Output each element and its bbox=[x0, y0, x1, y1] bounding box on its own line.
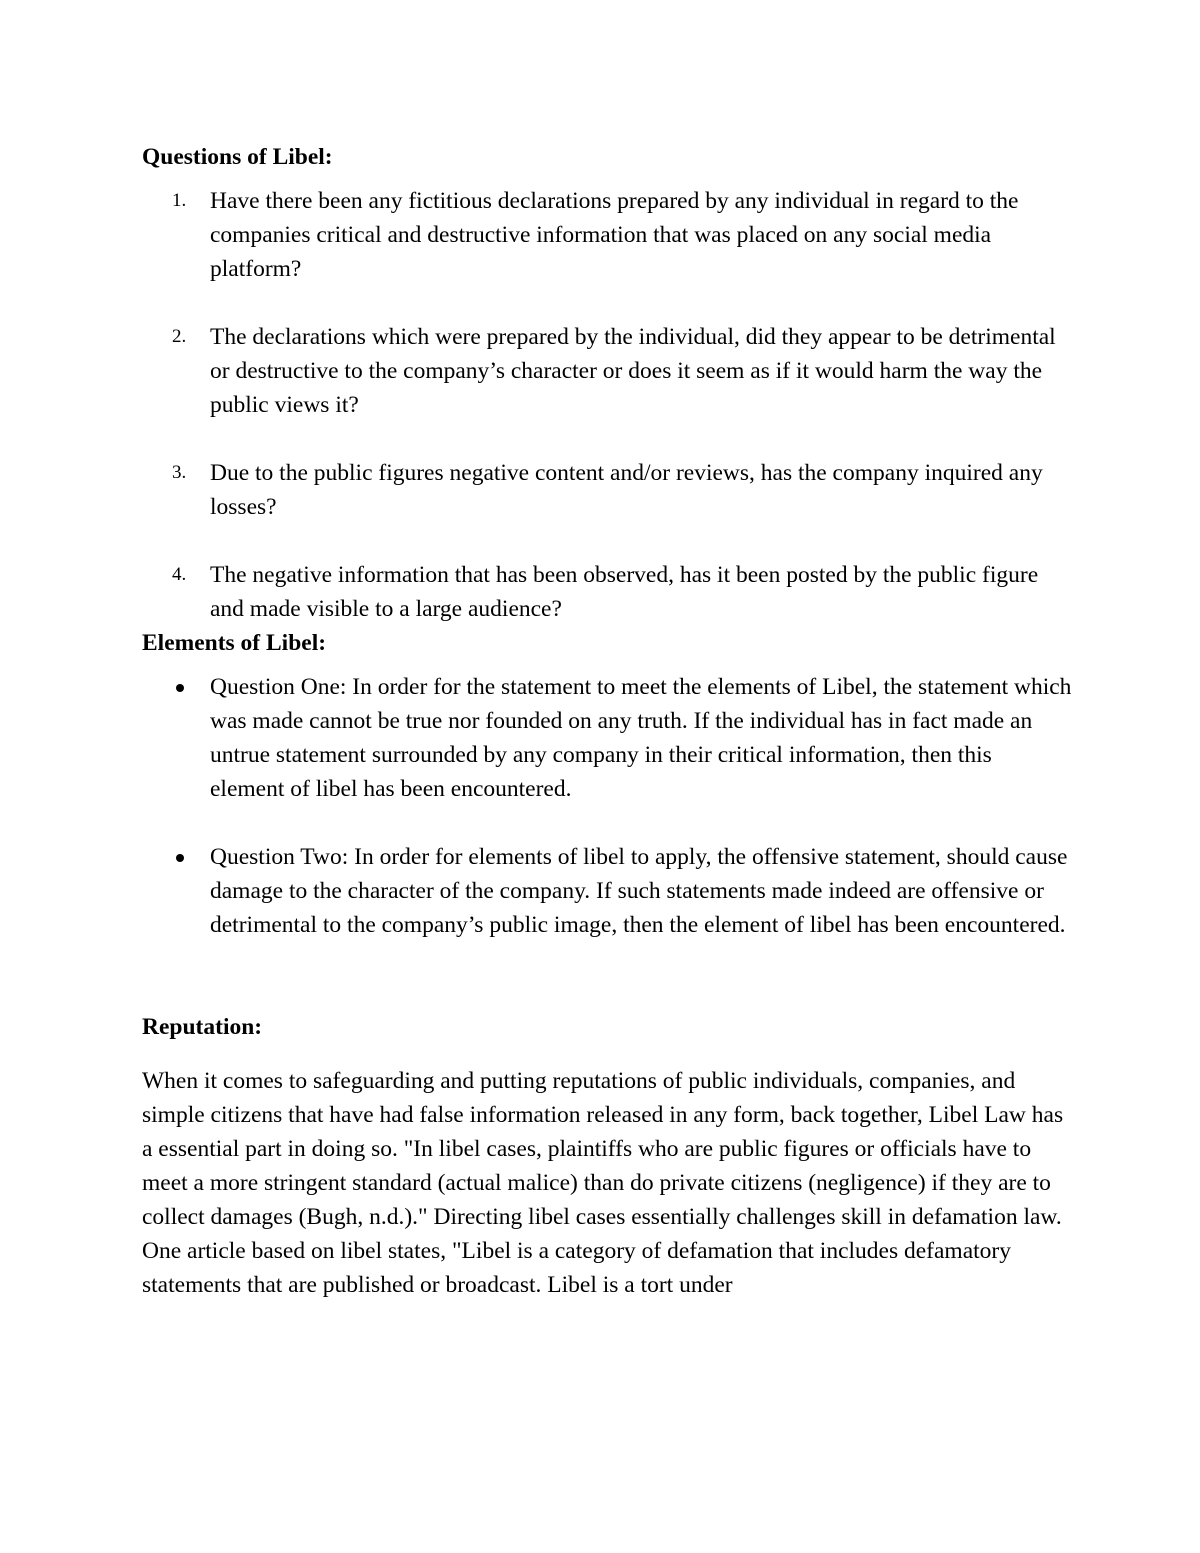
question-text: The declarations which were prepared by the individual, did they appear to be detrimental or destructive to the company’s character or does it seem as if it would harm the way the public views it? bbox=[210, 324, 1056, 418]
list-number: 3. bbox=[172, 462, 187, 483]
questions-list bbox=[142, 184, 1072, 626]
bullet-icon bbox=[176, 854, 184, 862]
list-number: 1. bbox=[172, 190, 187, 211]
elements-list bbox=[142, 670, 1072, 942]
reputation-heading: Reputation: bbox=[142, 1014, 263, 1040]
elements-heading: Elements of Libel: bbox=[142, 630, 327, 656]
question-item-1 bbox=[142, 184, 1072, 286]
question-item-2 bbox=[142, 320, 1072, 422]
question-text: Due to the public figures negative content and/or reviews, has the company inquired any losses? bbox=[210, 460, 1043, 520]
list-number: 2. bbox=[172, 326, 187, 347]
reputation-paragraph: When it comes to safeguarding and putting reputations of public individuals, companies, and simple citizens that have had false information released in any form, back together, Libel Law has a essential part in doing so. "In libel cases, plaintiffs who are public figures or officials have to meet a more stringent standard (actual malice) than do private citizens (negligence) if they are to collect damages (Bugh, n.d.)." Directing libel cases essentially challenges skill in defamation law. One article based on libel states, "Libel is a category of defamation that includes defamatory statements that are published or broadcast. Libel is a tort under bbox=[142, 1068, 1064, 1298]
element-item-1 bbox=[142, 670, 1072, 806]
question-text: Have there been any fictitious declarations prepared by any individual in regard to the companies critical and destructive information that was placed on any social media platform? bbox=[210, 188, 1019, 282]
document-content bbox=[142, 140, 1072, 1302]
element-text: Question Two: In order for elements of libel to apply, the offensive statement, should cause damage to the character of the company. If such statements made indeed are offensive or detrimental to the company’s public image, then the element of libel has been encountered. bbox=[210, 844, 1068, 938]
question-item-3 bbox=[142, 456, 1072, 524]
element-item-2 bbox=[142, 840, 1072, 942]
questions-heading: Questions of Libel: bbox=[142, 144, 333, 170]
question-text: The negative information that has been observed, has it been posted by the public figure and made visible to a large audience? bbox=[210, 562, 1039, 622]
question-item-4 bbox=[142, 558, 1072, 626]
list-number: 4. bbox=[172, 564, 187, 585]
bullet-icon bbox=[176, 684, 184, 692]
element-text: Question One: In order for the statement to meet the elements of Libel, the statement which was made cannot be true nor founded on any truth. If the individual has in fact made an untrue statement surrounded by any company in their critical information, then this element of libel has been encountered. bbox=[210, 674, 1072, 802]
